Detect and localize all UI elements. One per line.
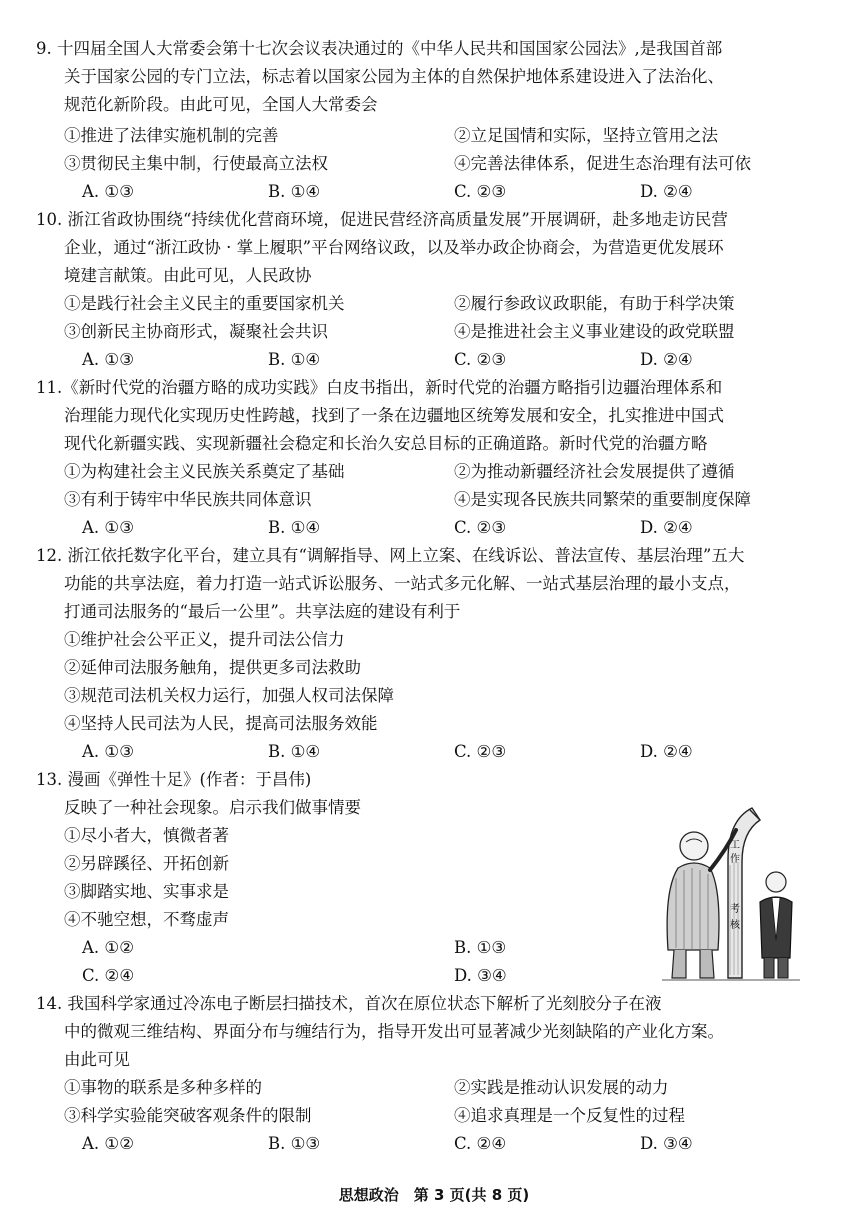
post-text: 作 bbox=[730, 854, 740, 865]
option-1: ①为构建社会主义民族关系奠定了基础 bbox=[64, 462, 345, 481]
choice-a: A. ①③ bbox=[82, 182, 134, 201]
choice-a: A. ①③ bbox=[82, 742, 134, 761]
choice-a: A. ①③ bbox=[82, 350, 134, 369]
question-stem-line: 功能的共享法庭，着力打造一站式诉讼服务、一站式多元化解、一站式基层治理的最小支点， bbox=[64, 574, 741, 593]
option-2: ②履行参政议政职能，有助于科学决策 bbox=[454, 294, 735, 313]
option-3: ③脚踏实地、实事求是 bbox=[64, 882, 229, 901]
question-stem-line: 10. 浙江省政协围绕“持续优化营商环境，促进民营经济高质量发展”开展调研，赴多地走访民营 bbox=[36, 210, 728, 229]
option-4: ④追求真理是一个反复性的过程 bbox=[454, 1106, 685, 1125]
option-3: ③科学实验能突破客观条件的限制 bbox=[64, 1106, 312, 1125]
choice-d: D. ②④ bbox=[640, 350, 693, 369]
choice-b: B. ①④ bbox=[268, 350, 321, 369]
choice-c: C. ②③ bbox=[454, 518, 507, 537]
question-stem-line: 12. 浙江依托数字化平台，建立具有“调解指导、网上立案、在线诉讼、普法宣传、基层治理”五大 bbox=[36, 546, 745, 565]
option-4: ④是推进社会主义事业建设的政党联盟 bbox=[454, 322, 735, 341]
choice-c: C. ②③ bbox=[454, 742, 507, 761]
option-3: ③创新民主协商形式，凝聚社会共识 bbox=[64, 322, 328, 341]
post-text: 工 bbox=[730, 840, 740, 851]
choice-c: C. ②④ bbox=[82, 966, 135, 985]
option-1: ①维护社会公平正义，提升司法公信力 bbox=[64, 630, 345, 649]
question-stem-line: 规范化新阶段。由此可见，全国人大常委会 bbox=[64, 95, 378, 114]
option-2: ②实践是推动认识发展的动力 bbox=[454, 1078, 669, 1097]
option-1: ①事物的联系是多种多样的 bbox=[64, 1078, 262, 1097]
question-stem-line: 关于国家公园的专门立法，标志着以国家公园为主体的自然保护地体系建设进入了法治化、 bbox=[64, 67, 724, 86]
choice-a: A. ①② bbox=[82, 938, 134, 957]
question-stem-line: 11.《新时代党的治疆方略的成功实践》白皮书指出，新时代党的治疆方略指引边疆治理体系和 bbox=[36, 378, 723, 397]
question-stem-line: 反映了一种社会现象。启示我们做事情要 bbox=[64, 798, 361, 817]
option-4: ④是实现各民族共同繁荣的重要制度保障 bbox=[454, 490, 751, 509]
choice-b: B. ①③ bbox=[454, 938, 507, 957]
option-2: ②另辟蹊径、开拓创新 bbox=[64, 854, 229, 873]
option-2: ②立足国情和实际，坚持立管用之法 bbox=[454, 126, 718, 145]
option-3: ③有利于铸牢中华民族共同体意识 bbox=[64, 490, 312, 509]
option-3: ③规范司法机关权力运行，加强人权司法保障 bbox=[64, 686, 394, 705]
question-stem-line: 9. 十四届全国人大常委会第十七次会议表决通过的《中华人民共和国国家公园法》,是我国首部 bbox=[36, 39, 723, 58]
choice-d: D. ②④ bbox=[640, 182, 693, 201]
option-4: ④完善法律体系，促进生态治理有法可依 bbox=[454, 154, 751, 173]
choice-c: C. ②④ bbox=[454, 1134, 507, 1153]
question-stem-line: 企业，通过“浙江政协 · 掌上履职”平台网络议政，以及举办政企协商会，为营造更优发展环 bbox=[64, 238, 724, 257]
question-stem-line: 治理能力现代化实现历史性跨越，找到了一条在边疆地区统筹发展和安全，扎实推进中国式 bbox=[64, 406, 724, 425]
choice-d: D. ②④ bbox=[640, 518, 693, 537]
choice-a: A. ①③ bbox=[82, 518, 134, 537]
option-2: ②为推动新疆经济社会发展提供了遵循 bbox=[454, 462, 735, 481]
option-1: ①推进了法律实施机制的完善 bbox=[64, 126, 279, 145]
page-footer: 思想政治 第 3 页(共 8 页) bbox=[338, 1186, 530, 1204]
post-text: 核 bbox=[730, 920, 740, 931]
cartoon-illustration bbox=[656, 790, 806, 985]
question-stem-line: 现代化新疆实践、实现新疆社会稳定和长治久安总目标的正确道路。新时代党的治疆方略 bbox=[64, 434, 708, 453]
question-stem-line: 由此可见 bbox=[64, 1050, 130, 1069]
question-stem-line: 打通司法服务的“最后一公里”。共享法庭的建设有利于 bbox=[64, 602, 461, 621]
choice-b: B. ①③ bbox=[268, 1134, 321, 1153]
question-stem-line: 14. 我国科学家通过冷冻电子断层扫描技术，首次在原位状态下解析了光刻胶分子在液 bbox=[36, 994, 662, 1013]
option-4: ④坚持人民司法为人民，提高司法服务效能 bbox=[64, 714, 378, 733]
question-stem-line: 中的微观三维结构、界面分布与缠结行为，指导开发出可显著减少光刻缺陷的产业化方案。 bbox=[64, 1022, 724, 1041]
post-text: 考 bbox=[730, 904, 740, 915]
choice-c: C. ②③ bbox=[454, 182, 507, 201]
question-stem-line: 13. 漫画《弹性十足》(作者：于昌伟) bbox=[36, 770, 312, 789]
choice-b: B. ①④ bbox=[268, 742, 321, 761]
option-2: ②延伸司法服务触角，提供更多司法救助 bbox=[64, 658, 361, 677]
question-stem-line: 境建言献策。由此可见，人民政协 bbox=[64, 266, 312, 285]
option-1: ①是践行社会主义民主的重要国家机关 bbox=[64, 294, 345, 313]
choice-c: C. ②③ bbox=[454, 350, 507, 369]
choice-d: D. ③④ bbox=[640, 1134, 693, 1153]
choice-a: A. ①② bbox=[82, 1134, 134, 1153]
choice-d: D. ③④ bbox=[454, 966, 507, 985]
option-1: ①尽小者大，慎微者著 bbox=[64, 826, 229, 845]
choice-b: B. ①④ bbox=[268, 518, 321, 537]
option-3: ③贯彻民主集中制，行使最高立法权 bbox=[64, 154, 328, 173]
choice-b: B. ①④ bbox=[268, 182, 321, 201]
choice-d: D. ②④ bbox=[640, 742, 693, 761]
option-4: ④不驰空想，不骛虚声 bbox=[64, 910, 229, 929]
